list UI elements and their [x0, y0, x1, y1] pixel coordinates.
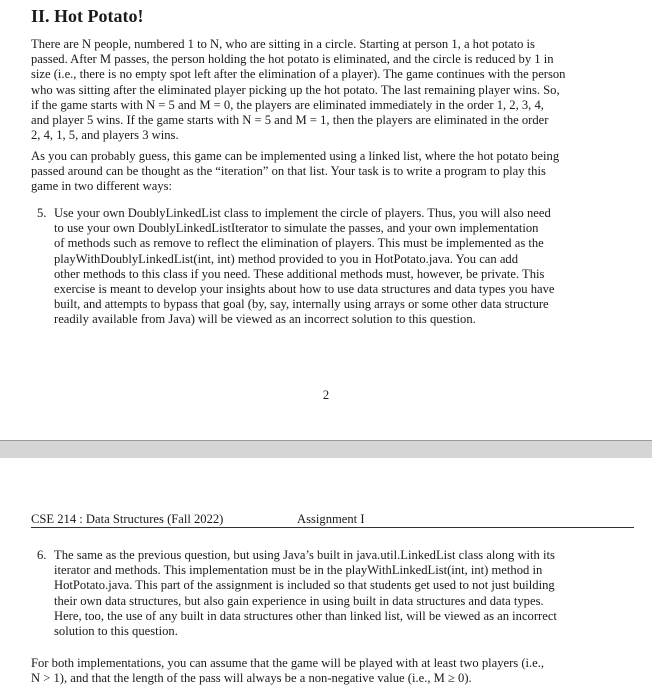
text-line: HotPotato.java. This part of the assignment is included so that students get used to not just building	[54, 578, 555, 593]
text-line: passed. After M passes, the person holding the hot potato is eliminated, and the circle is reduced by 1 in	[31, 52, 554, 67]
text-line: passed around can be thought as the “iteration” on that list. Your task is to write a program to play this	[31, 164, 546, 179]
text-line: readily available from Java) will be viewed as an incorrect solution to this question.	[54, 312, 476, 327]
text-line: As you can probably guess, this game can be implemented using a linked list, where the hot potato being	[31, 149, 560, 163]
intro-paragraph	[31, 37, 634, 143]
text-line: solution to this question.	[54, 624, 178, 639]
text-line: other methods to this class if you need. These additional methods must, however, be private. This	[54, 266, 545, 281]
page-gap	[0, 440, 652, 458]
text-line: iterator and methods. This implementation must be in the playWithLinkedList(int, int) method in	[54, 563, 543, 578]
text-line: There are N people, numbered 1 to N, who are sitting in a circle. Starting at person 1, a hot potato is	[31, 37, 535, 51]
text-line: playWithDoublyLinkedList(int, int) method provided to you in HotPotato.java. You can add	[54, 251, 519, 266]
text-line: 2, 4, 1, 5, and players 3 wins.	[31, 128, 179, 143]
text-line: game in two different ways:	[31, 179, 173, 194]
text-line: For both implementations, you can assume that the game will be played with at least two players (i.e.,	[31, 656, 545, 670]
text-line: if the game starts with N = 5 and M = 0, the players are eliminated immediately in the order 1, 2, 3, 4,	[31, 97, 544, 112]
assignment-title: Assignment I	[297, 512, 365, 526]
text-line: Here, too, the use of any built in data structures other than linked list, will be viewed as an incorrect	[54, 608, 557, 623]
section-title: II. Hot Potato!	[31, 6, 144, 26]
text-line: their own data structures, but also gain experience in using built in data structures and data types.	[54, 593, 544, 608]
text-line: size (i.e., there is no empty spot left after the elimination of a player). The game continues with the person	[31, 67, 566, 82]
final-paragraph	[31, 656, 634, 686]
item-number: 6.	[37, 548, 47, 562]
text-line: built, and attempts to bypass that goal (by, say, internally using arrays or some other data structure	[54, 297, 549, 312]
text-line: of methods such as remove to reflect the elimination of players. This must be implemented as the	[54, 236, 544, 251]
second-paragraph	[31, 149, 634, 195]
text-line: who was sitting after the eliminated player picking up the hot potato. The last remaining player wins. So,	[31, 82, 560, 97]
text-line: The same as the previous question, but using Java’s built in java.util.LinkedList class along with its	[54, 548, 555, 562]
text-line: Use your own DoublyLinkedList class to implement the circle of players. Thus, you will also need	[54, 206, 551, 220]
list-item-6	[37, 548, 634, 639]
text-line: exercise is meant to develop your insights about how to use data structures and data types you have	[54, 282, 555, 297]
course-title: CSE 214 : Data Structures (Fall 2022)	[31, 512, 224, 526]
list-item-5	[37, 206, 634, 328]
text-line: N > 1), and that the length of the pass will always be a non-negative value (i.e., M ≥ 0).	[31, 671, 472, 686]
text-line: and player 5 wins. If the game starts with N = 5 and M = 1, then the players are eliminated in the order	[31, 113, 549, 128]
page-number: 2	[322, 388, 330, 402]
header-rule	[31, 527, 634, 528]
item-number: 5.	[37, 206, 47, 220]
running-head	[31, 512, 365, 527]
text-line: to use your own DoublyLinkedListIterator to simulate the passes, and your own implementation	[54, 221, 539, 236]
